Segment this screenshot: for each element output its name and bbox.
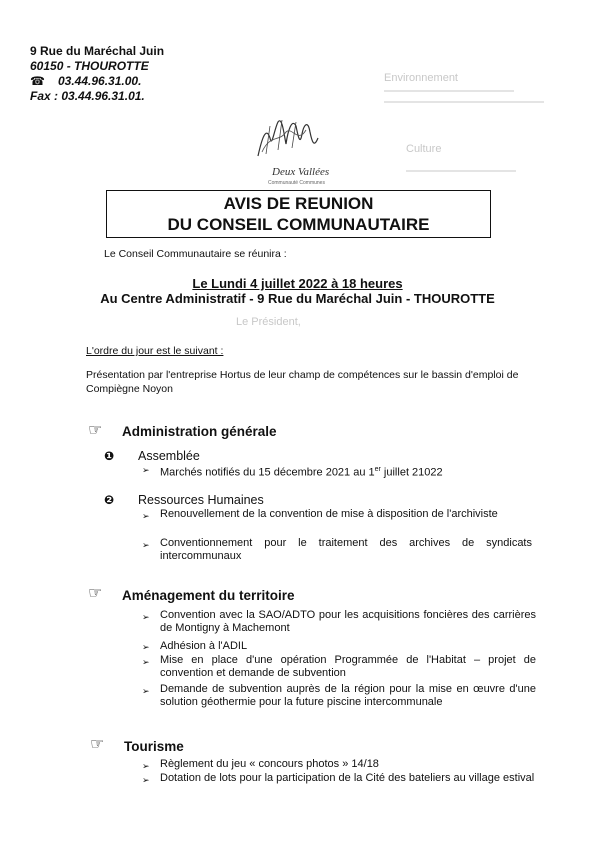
- agenda-item: Adhésion à l'ADIL: [160, 640, 248, 652]
- agenda-item: [160, 463, 443, 480]
- arrow-bullet-icon: ➢: [142, 612, 150, 622]
- arrow-bullet-icon: ➢: [142, 775, 150, 785]
- subsection-title-rh: Ressources Humaines: [138, 493, 264, 507]
- arrow-bullet-icon: ➢: [142, 642, 150, 652]
- pointing-hand-icon: ☞: [88, 422, 103, 439]
- title-line-1: AVIS DE REUNION: [223, 194, 374, 213]
- intro-text: Le Conseil Communautaire se réunira :: [104, 248, 287, 260]
- ghost-line: [384, 90, 514, 92]
- title-box: [106, 190, 491, 238]
- agenda-item: Conventionnement pour le traitement des archives de syndicats intercommunaux: [160, 537, 532, 562]
- address-city: 60150 - THOUROTTE: [30, 59, 149, 73]
- section-title-admin: Administration générale: [122, 424, 277, 439]
- ghost-text: Environnement: [384, 72, 458, 84]
- number-two-bullet-icon: ❷: [104, 493, 115, 507]
- pointing-hand-icon: ☞: [88, 585, 103, 602]
- ghost-text: Culture: [406, 143, 442, 155]
- ghost-line: [384, 101, 544, 103]
- section-title-amenagement: Aménagement du territoire: [122, 588, 295, 603]
- section-title-tourisme: Tourisme: [124, 739, 184, 754]
- telephone-icon: ☎: [30, 74, 45, 88]
- arrow-bullet-icon: ➢: [142, 511, 150, 521]
- presentation-text: Présentation par l'entreprise Hortus de leur champ de compétences sur le bassin d'emploi de Compiègne Noyon: [86, 369, 519, 395]
- address-block: [30, 44, 164, 104]
- subsection-title-assemblee: Assemblée: [138, 449, 200, 463]
- meeting-place: Au Centre Administratif - 9 Rue du Maréchal Juin - THOUROTTE: [100, 291, 495, 306]
- ghost-line: [406, 170, 516, 172]
- address-phone: 03.44.96.31.00.: [58, 74, 142, 88]
- agenda-item-sup: er: [374, 466, 381, 473]
- agenda-item: Règlement du jeu « concours photos » 14/18: [160, 758, 379, 770]
- agenda-item-text: Marchés notifiés du 15 décembre 2021 au 1: [160, 466, 375, 479]
- address-street: 9 Rue du Maréchal Juin: [30, 44, 165, 58]
- agenda-item-text: juillet 21022: [380, 466, 443, 479]
- address-fax: Fax : 03.44.96.31.01.: [30, 89, 145, 103]
- arrow-bullet-icon: ➢: [142, 540, 150, 550]
- arrow-bullet-icon: ➢: [142, 657, 150, 667]
- number-one-bullet-icon: ❶: [104, 449, 115, 463]
- arrow-bullet-icon: ➢: [142, 465, 150, 475]
- title-line-2: DU CONSEIL COMMUNAUTAIRE: [167, 215, 430, 234]
- agenda-item: Dotation de lots pour la participation de la Cité des bateliers au village estival: [160, 772, 535, 784]
- agenda-label: L'ordre du jour est le suivant :: [86, 345, 224, 357]
- meeting-date: [0, 276, 595, 291]
- agenda-item: Convention avec la SAO/ADTO pour les acquisitions foncières des carrières de Montigny à Machemont: [160, 609, 536, 634]
- arrow-bullet-icon: ➢: [142, 761, 150, 771]
- agenda-item: Demande de subvention auprès de la région pour la mise en œuvre d'une solution géothermie pour la future piscine intercommunale: [160, 683, 536, 708]
- arrow-bullet-icon: ➢: [142, 686, 150, 696]
- agenda-item: Mise en place d'une opération Programmée de l'Habitat – projet de convention et demande de subvention: [160, 654, 536, 679]
- logo-subtitle: Communauté Communes: [268, 180, 325, 186]
- logo-wordmark: Deux Vallées: [272, 166, 330, 178]
- ghost-text: Le Président,: [236, 316, 301, 328]
- meeting-date-text: Le Lundi 4 juillet 2022 à 18 heures: [192, 276, 403, 291]
- agenda-item: Renouvellement de la convention de mise à disposition de l'archiviste: [160, 508, 498, 520]
- pointing-hand-icon: ☞: [90, 736, 105, 753]
